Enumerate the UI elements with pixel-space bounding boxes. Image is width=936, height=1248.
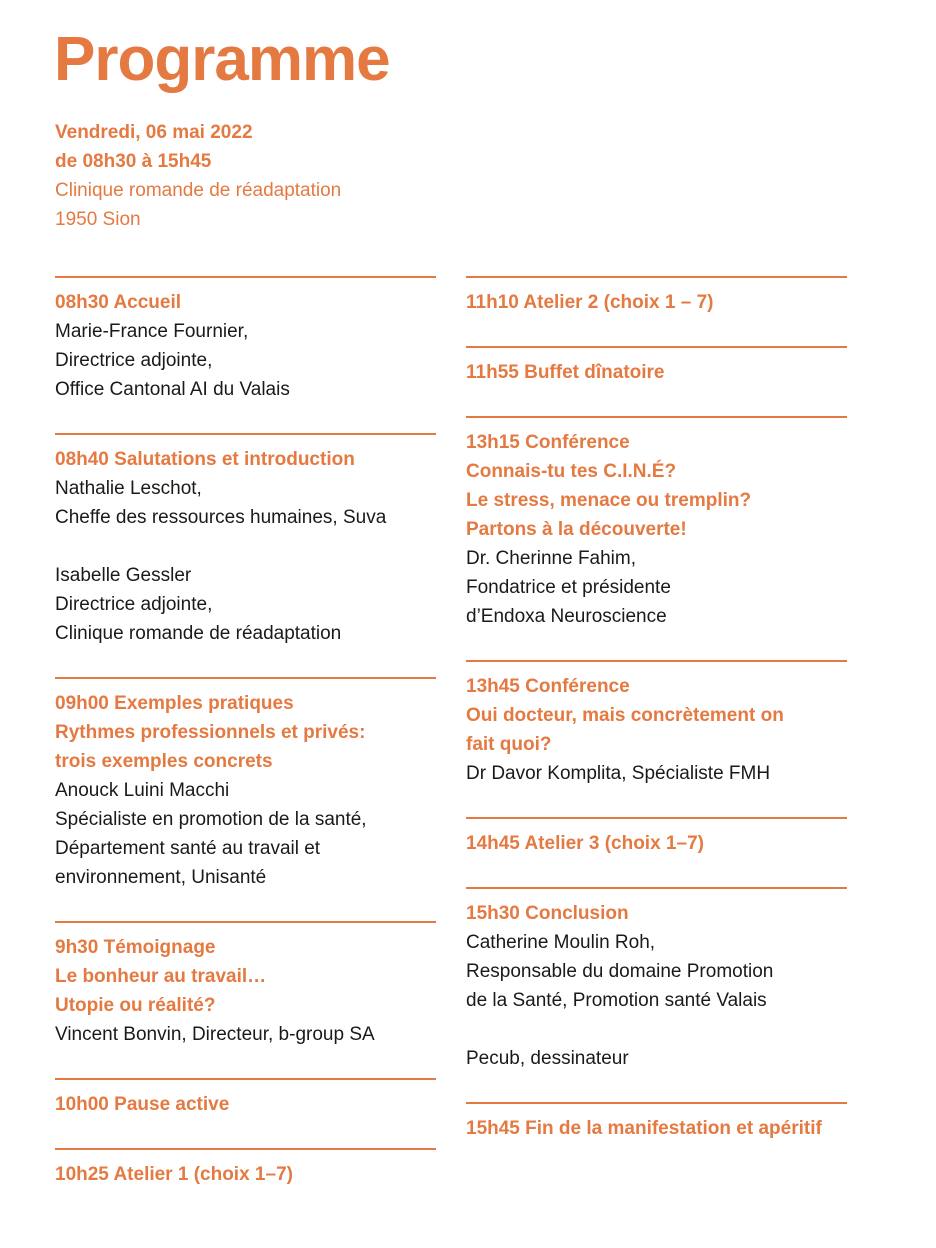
item-heading: Le bonheur au travail…: [55, 966, 267, 987]
item-text: Clinique romande de réadaptation: [55, 623, 342, 644]
item-heading: 13h45 Conférence: [466, 676, 630, 697]
schedule-item: [466, 276, 847, 317]
schedule-item: [55, 677, 436, 892]
item-heading: 08h40 Salutations et introduction: [55, 449, 355, 470]
item-heading: 10h25 Atelier 1 (choix 1–7): [55, 1164, 293, 1185]
item-text: Dr. Cherinne Fahim,: [466, 548, 637, 569]
schedule-column-right: [466, 276, 847, 1172]
schedule-item: [55, 921, 436, 1049]
item-text: Office Cantonal AI du Valais: [55, 379, 290, 400]
schedule-item: [55, 1148, 436, 1189]
item-heading: Partons à la découverte!: [466, 519, 687, 540]
item-heading: Rythmes professionnels et privés:: [55, 722, 366, 743]
item-text: Cheffe des ressources humaines, Suva: [55, 507, 387, 528]
item-heading: 15h30 Conclusion: [466, 903, 629, 924]
item-heading: fait quoi?: [466, 734, 552, 755]
item-text: Pecub, dessinateur: [466, 1048, 629, 1069]
item-heading: 11h10 Atelier 2 (choix 1 – 7): [466, 292, 714, 313]
item-heading: 10h00 Pause active: [55, 1094, 230, 1115]
event-venue: Clinique romande de réadaptation: [55, 180, 342, 201]
item-text: Dr Davor Komplita, Spécialiste FMH: [466, 763, 771, 784]
schedule-item: [466, 660, 847, 788]
item-heading: 09h00 Exemples pratiques: [55, 693, 294, 714]
spacer: [55, 532, 436, 561]
event-date: Vendredi, 06 mai 2022: [55, 122, 253, 143]
item-text: Département santé au travail et: [55, 838, 321, 859]
item-text: Catherine Moulin Roh,: [466, 932, 656, 953]
item-text: Vincent Bonvin, Directeur, b-group SA: [55, 1024, 375, 1045]
item-text: Directrice adjointe,: [55, 594, 213, 615]
item-heading: 13h15 Conférence: [466, 432, 630, 453]
page-title: Programme: [54, 25, 390, 94]
item-text: Directrice adjointe,: [55, 350, 213, 371]
item-heading: Oui docteur, mais concrètement on: [466, 705, 784, 726]
item-text: Spécialiste en promotion de la santé,: [55, 809, 367, 830]
event-city: 1950 Sion: [55, 209, 141, 230]
schedule-item: [55, 276, 436, 404]
item-text: Isabelle Gessler: [55, 565, 192, 586]
item-heading: 08h30 Accueil: [55, 292, 182, 313]
schedule-item: [55, 433, 436, 648]
item-text: Marie-France Fournier,: [55, 321, 249, 342]
item-text: Nathalie Leschot,: [55, 478, 202, 499]
item-heading: Connais-tu tes C.I.N.É?: [466, 461, 677, 482]
item-heading: 11h55 Buffet dînatoire: [466, 362, 665, 383]
item-heading: 14h45 Atelier 3 (choix 1–7): [466, 833, 704, 854]
item-text: Responsable du domaine Promotion: [466, 961, 774, 982]
schedule-column-left: [55, 276, 436, 1218]
schedule-item: [55, 1078, 436, 1119]
item-text: de la Santé, Promotion santé Valais: [466, 990, 767, 1011]
schedule-item: [466, 817, 847, 858]
item-text: environnement, Unisanté: [55, 867, 267, 888]
spacer: [466, 1015, 847, 1044]
schedule-item: [466, 346, 847, 387]
item-heading: Le stress, menace ou tremplin?: [466, 490, 752, 511]
item-text: d’Endoxa Neuroscience: [466, 606, 667, 627]
event-time: de 08h30 à 15h45: [55, 151, 212, 172]
item-heading: Utopie ou réalité?: [55, 995, 216, 1016]
item-heading: 15h45 Fin de la manifestation et apéritif: [466, 1118, 822, 1139]
schedule-item: [466, 887, 847, 1073]
item-heading: trois exemples concrets: [55, 751, 273, 772]
item-text: Fondatrice et présidente: [466, 577, 671, 598]
schedule-item: [466, 416, 847, 631]
item-text: Anouck Luini Macchi: [55, 780, 230, 801]
item-heading: 9h30 Témoignage: [55, 937, 216, 958]
event-info: [55, 118, 341, 234]
schedule-item: [466, 1102, 847, 1143]
